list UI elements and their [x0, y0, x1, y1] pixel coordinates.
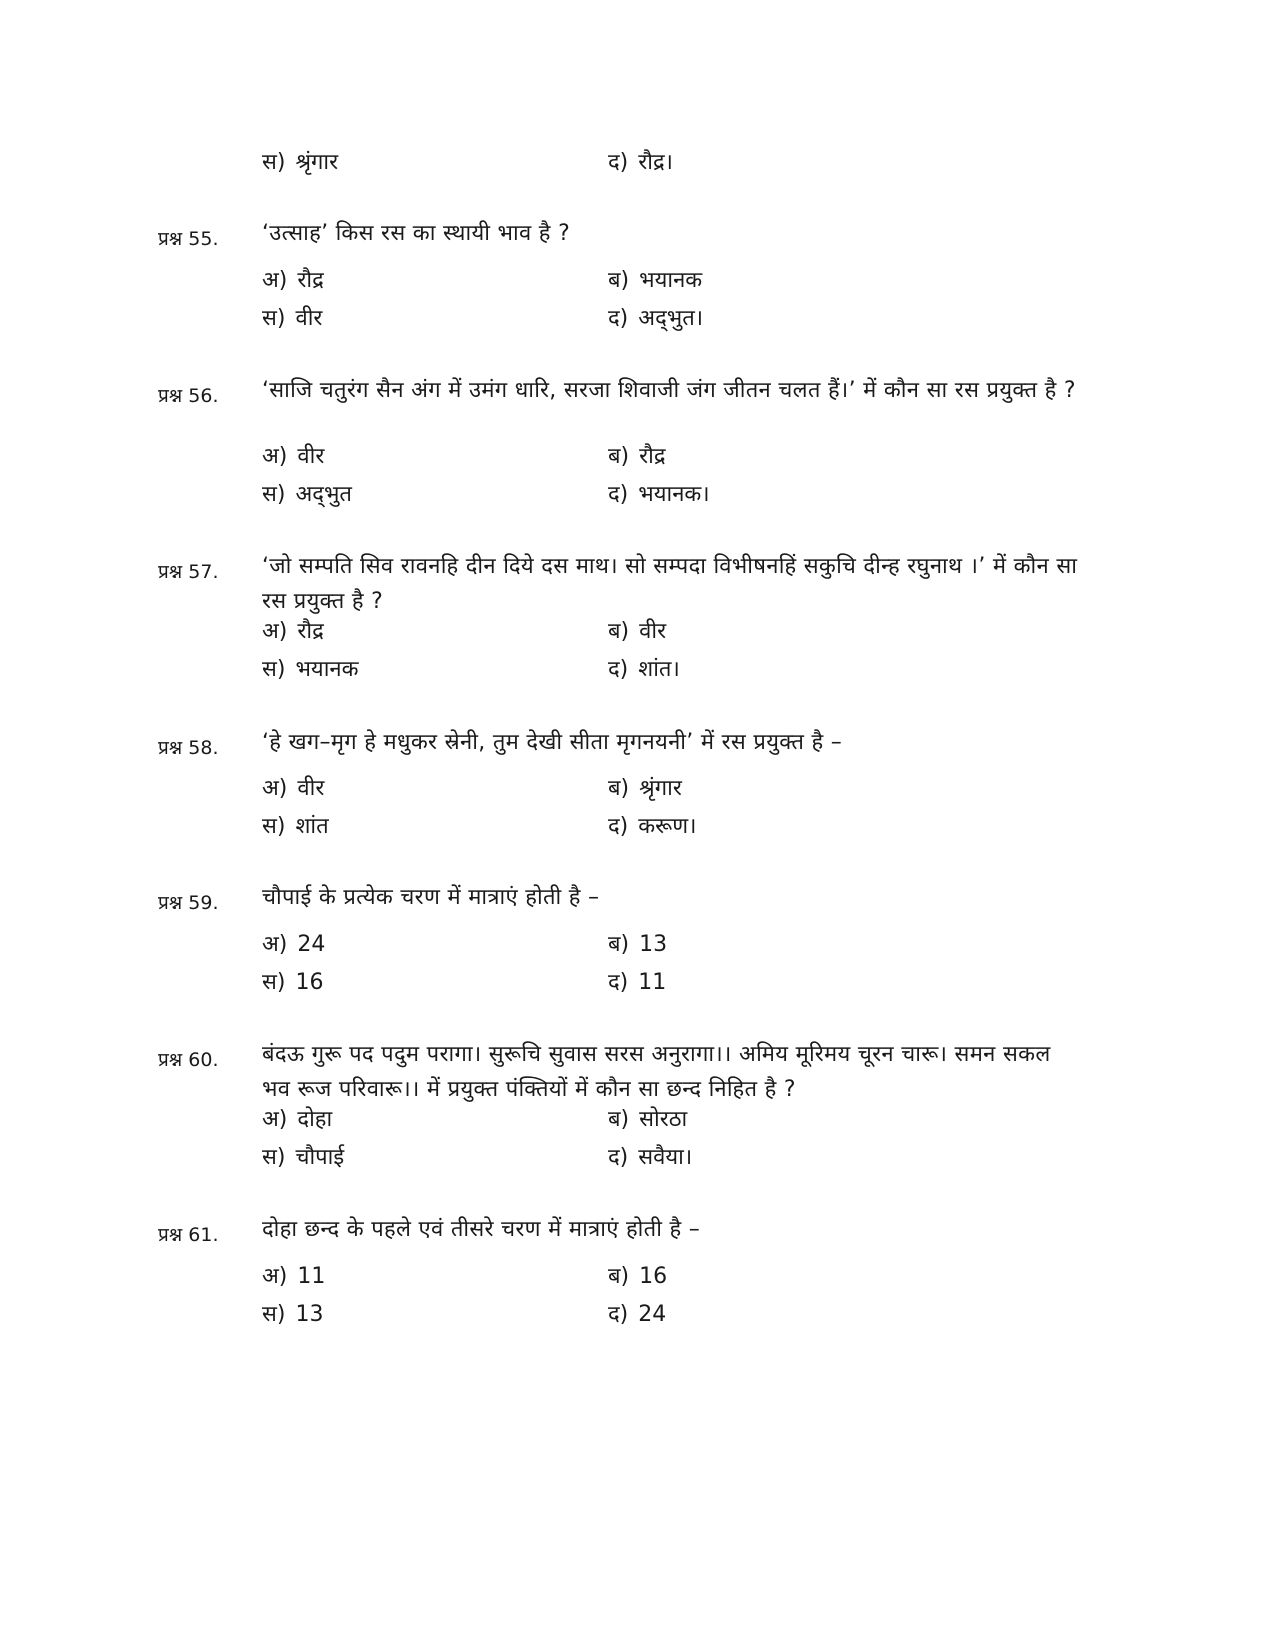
option-text: 24 [638, 1302, 667, 1327]
question-number: प्रश्न 59. [158, 892, 219, 914]
option-b [608, 615, 666, 645]
option-c [262, 653, 359, 683]
option-label: स) [262, 482, 286, 507]
option-da [608, 146, 673, 176]
option-text: 11 [297, 1264, 326, 1289]
option-text: 16 [295, 970, 324, 995]
option-text: रौद्र [297, 619, 324, 644]
option-b [608, 772, 682, 802]
option-label: द) [608, 482, 629, 507]
option-a [262, 264, 324, 294]
question-number: प्रश्न 57. [158, 561, 219, 583]
option-b [608, 928, 667, 958]
option-label: द) [608, 1302, 629, 1327]
option-label: अ) [262, 932, 288, 957]
question-text: ‘हे खग–मृग हे मधुकर स्रेनी, तुम देखी सीता मृगनयनी’ में रस प्रयुक्त है – [262, 730, 843, 755]
option-label: अ) [262, 1107, 288, 1132]
option-label: स) [262, 970, 286, 995]
option-c [262, 1298, 323, 1328]
option-text: श्रृंगार [639, 776, 682, 801]
question-text: चौपाई के प्रत्येक चरण में मात्राएं होती है – [262, 885, 600, 910]
option-label: स) [262, 1302, 286, 1327]
question-text: ‘उत्साह’ किस रस का स्थायी भाव है ? [262, 221, 571, 246]
option-label: अ) [262, 776, 288, 801]
question-number: प्रश्न 58. [158, 737, 219, 759]
option-label: अ) [262, 619, 288, 644]
option-b [608, 264, 702, 294]
question-text: ‘साजि चतुरंग सैन अंग में उमंग धारि, सरजा शिवाजी जंग जीतन चलत हैं।’ में कौन सा रस प्रयुक्त है ? [262, 378, 1076, 403]
option-text: शांत [295, 814, 329, 839]
question-number: प्रश्न 60. [158, 1049, 219, 1071]
option-label: द) [608, 970, 629, 995]
option-text: शांत। [638, 657, 680, 682]
question-number: प्रश्न 56. [158, 385, 219, 407]
option-text: 13 [295, 1302, 324, 1327]
option-label: स) [262, 1145, 286, 1170]
option-label: स) [262, 657, 286, 682]
option-label: स) [262, 814, 286, 839]
question-text: बंदऊ गुरू पद पदुम परागा। सुरूचि सुवास सरस अनुरागा।। अमिय मूरिमय चूरन चारू। समन सकल भव रूज परिवारू।। में प्रयुक्त पंक्तियों में कौन सा छन्द निहित है ? [262, 1042, 1051, 1102]
option-d [608, 653, 680, 683]
option-text: वीर [297, 776, 325, 801]
option-a [262, 1103, 332, 1133]
option-text: भयानक [639, 268, 703, 293]
option-text: सोरठा [639, 1107, 688, 1132]
option-label: स) [262, 150, 286, 175]
option-c [262, 810, 329, 840]
option-c [262, 966, 323, 996]
option-text: वीर [639, 619, 667, 644]
option-label: ब) [608, 619, 630, 644]
option-text: रौद्र। [638, 150, 673, 175]
option-b [608, 440, 666, 470]
option-text: 11 [638, 970, 667, 995]
option-b [608, 1260, 667, 1290]
option-c [262, 1141, 344, 1171]
option-text: रौद्र [639, 444, 666, 469]
option-d [608, 810, 697, 840]
question-text: दोहा छन्द के पहले एवं तीसरे चरण में मात्राएं होती है – [262, 1217, 701, 1242]
option-label: द) [608, 814, 629, 839]
option-text: करूण। [638, 814, 697, 839]
option-label: ब) [608, 776, 630, 801]
option-label: ब) [608, 1264, 630, 1289]
option-text: अद्‌भुत। [638, 306, 704, 331]
question-number: प्रश्न 55. [158, 228, 219, 250]
option-a [262, 615, 324, 645]
option-a [262, 1260, 325, 1290]
option-label: ब) [608, 268, 630, 293]
option-d [608, 1298, 666, 1328]
option-a [262, 440, 324, 470]
option-d [608, 966, 666, 996]
option-text: सवैया। [638, 1145, 693, 1170]
option-sa [262, 146, 338, 176]
option-label: द) [608, 306, 629, 331]
option-text: 13 [639, 932, 668, 957]
option-label: ब) [608, 444, 630, 469]
option-b [608, 1103, 687, 1133]
option-text: श्रृंगार [295, 150, 339, 175]
option-d [608, 302, 703, 332]
option-a [262, 772, 324, 802]
option-text: रौद्र [297, 268, 324, 293]
option-label: ब) [608, 932, 630, 957]
option-label: अ) [262, 268, 288, 293]
option-text: चौपाई [295, 1145, 345, 1170]
option-c [262, 302, 322, 332]
option-text: वीर [297, 444, 325, 469]
option-label: द) [608, 150, 629, 175]
option-text: अद्‌भुत [295, 482, 352, 507]
option-text: भयानक। [638, 482, 710, 507]
option-a [262, 928, 325, 958]
option-c [262, 478, 352, 508]
option-text: 24 [297, 932, 326, 957]
option-label: ब) [608, 1107, 630, 1132]
option-d [608, 1141, 692, 1171]
option-label: अ) [262, 444, 288, 469]
option-text: वीर [295, 306, 323, 331]
option-label: द) [608, 657, 629, 682]
option-label: अ) [262, 1264, 288, 1289]
option-label: द) [608, 1145, 629, 1170]
option-label: स) [262, 306, 286, 331]
question-number: प्रश्न 61. [158, 1224, 219, 1246]
option-text: भयानक [295, 657, 359, 682]
question-text: ‘जो सम्पति सिव रावनहि दीन दिये दस माथ। सो सम्पदा विभीषनहिं सकुचि दीन्ह रघुनाथ ।’ में कौन सा रस प्रयुक्त है ? [262, 554, 1078, 614]
option-d [608, 478, 710, 508]
option-text: 16 [639, 1264, 668, 1289]
option-text: दोहा [297, 1107, 333, 1132]
